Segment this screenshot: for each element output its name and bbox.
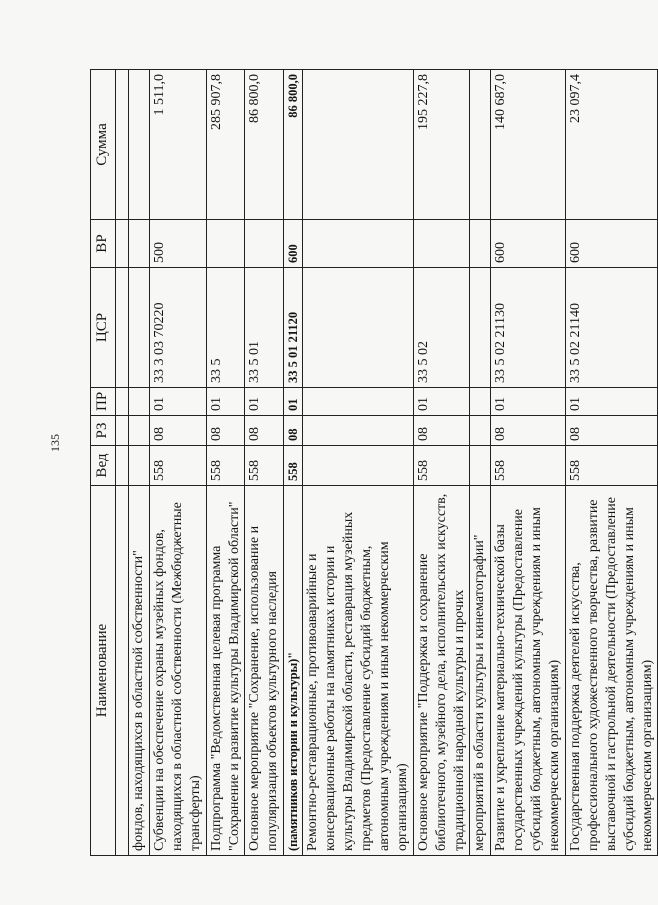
cell-rz — [303, 416, 413, 446]
page-number: 135 — [48, 434, 62, 452]
cell-vr: 600 — [491, 220, 566, 268]
table-row — [413, 70, 470, 856]
cell-rz: 08 — [491, 416, 566, 446]
cell-vr — [129, 220, 150, 268]
cell-ved: 558 — [413, 446, 470, 486]
header-spacer-row — [116, 70, 129, 856]
header-sum: Сумма — [91, 70, 116, 220]
cell-name: (памятников истории и культуры)" — [284, 486, 303, 856]
cell-rz: 08 — [149, 416, 206, 446]
cell-vr: 600 — [565, 220, 658, 268]
header-pr: ПР — [91, 388, 116, 416]
cell-csr: 33 5 02 — [413, 268, 470, 388]
cell-pr: 01 — [206, 388, 245, 416]
cell-sum — [129, 70, 150, 220]
cell-csr — [470, 268, 491, 388]
cell-vr — [470, 220, 491, 268]
cell-name: фондов, находящихся в областной собственности" — [129, 486, 150, 856]
cell-ved — [470, 446, 491, 486]
cell-csr: 33 5 02 21130 — [491, 268, 566, 388]
cell-csr — [303, 268, 413, 388]
cell-rz: 08 — [413, 416, 470, 446]
cell-ved: 558 — [284, 446, 303, 486]
cell-sum: 285 907,8 — [206, 70, 245, 220]
cell-rz: 08 — [284, 416, 303, 446]
cell-name: Ремонтно-реставрационные, противоаварийные и консервационные работы на памятниках истории и культуры Владимирской области, реставрация музейных предметов (Предоставление субсидий бюджетным, автономным учреждениям и иным некоммерческим организациям) — [303, 486, 413, 856]
rotated-page-content — [90, 70, 655, 856]
header-vr: ВР — [91, 220, 116, 268]
cell-pr: 01 — [149, 388, 206, 416]
table-row — [206, 70, 245, 856]
cell-csr — [129, 268, 150, 388]
cell-sum — [470, 70, 491, 220]
cell-rz — [470, 416, 491, 446]
table-row — [470, 70, 491, 856]
cell-vr — [245, 220, 284, 268]
header-name: Наименование — [91, 486, 116, 856]
cell-name: Основное мероприятие "Поддержка и сохранение библиотечного, музейного дела, исполнительских искусств, традиционной народной культуры и прочих — [413, 486, 470, 856]
budget-table — [90, 69, 658, 856]
table-row — [245, 70, 284, 856]
header-csr: ЦСР — [91, 268, 116, 388]
cell-sum: 195 227,8 — [413, 70, 470, 220]
cell-vr — [206, 220, 245, 268]
header-ved: Вед — [91, 446, 116, 486]
cell-sum: 86 800,0 — [245, 70, 284, 220]
cell-name: Субвенции на обеспечение охраны музейных фондов, находящихся в областной собственности (Межбюджетные трансферты) — [149, 486, 206, 856]
header-row — [91, 70, 116, 856]
cell-sum — [303, 70, 413, 220]
table-row — [303, 70, 413, 856]
cell-csr: 33 3 03 70220 — [149, 268, 206, 388]
cell-sum: 86 800,0 — [284, 70, 303, 220]
cell-sum: 1 511,0 — [149, 70, 206, 220]
cell-name: Развитие и укрепление материально-технической базы государственных учреждений культуры (Предоставление субсидий бюджетным, автономным учреждениям и иным некоммерческим организациям) — [491, 486, 566, 856]
cell-name: Основное мероприятие "Сохранение, использование и популяризация объектов культурного наследия — [245, 486, 284, 856]
cell-ved: 558 — [206, 446, 245, 486]
cell-rz: 08 — [565, 416, 658, 446]
cell-csr: 33 5 01 — [245, 268, 284, 388]
cell-ved — [303, 446, 413, 486]
cell-ved — [129, 446, 150, 486]
cell-name: мероприятий в области культуры и кинематографии" — [470, 486, 491, 856]
cell-ved: 558 — [149, 446, 206, 486]
cell-pr: 01 — [284, 388, 303, 416]
cell-rz: 08 — [245, 416, 284, 446]
cell-vr: 500 — [149, 220, 206, 268]
cell-rz: 08 — [206, 416, 245, 446]
cell-ved: 558 — [565, 446, 658, 486]
cell-vr — [303, 220, 413, 268]
cell-rz — [129, 416, 150, 446]
header-rz: РЗ — [91, 416, 116, 446]
table-row-highlighted — [284, 70, 303, 856]
cell-pr — [470, 388, 491, 416]
cell-pr: 01 — [565, 388, 658, 416]
table-row — [565, 70, 658, 856]
table-row — [149, 70, 206, 856]
cell-vr — [413, 220, 470, 268]
cell-csr: 33 5 01 21120 — [284, 268, 303, 388]
cell-ved: 558 — [491, 446, 566, 486]
cell-pr: 01 — [491, 388, 566, 416]
table-row — [129, 70, 150, 856]
cell-sum: 140 687,0 — [491, 70, 566, 220]
cell-name: Государственная поддержка деятелей искусства, профессионального художественного творчества, развитие выставочной и гастрольной деятельности (Предоставление субсидий бюджетным, автономным учреждениям и иным некоммерческим организациям) — [565, 486, 658, 856]
cell-csr: 33 5 02 21140 — [565, 268, 658, 388]
cell-name: Подпрограмма "Ведомственная целевая программа "Сохранение и развитие культуры Владимирской области" — [206, 486, 245, 856]
cell-sum: 23 097,4 — [565, 70, 658, 220]
cell-vr: 600 — [284, 220, 303, 268]
cell-pr: 01 — [245, 388, 284, 416]
table-row — [491, 70, 566, 856]
cell-pr: 01 — [413, 388, 470, 416]
cell-ved: 558 — [245, 446, 284, 486]
cell-pr — [129, 388, 150, 416]
cell-csr: 33 5 — [206, 268, 245, 388]
cell-pr — [303, 388, 413, 416]
